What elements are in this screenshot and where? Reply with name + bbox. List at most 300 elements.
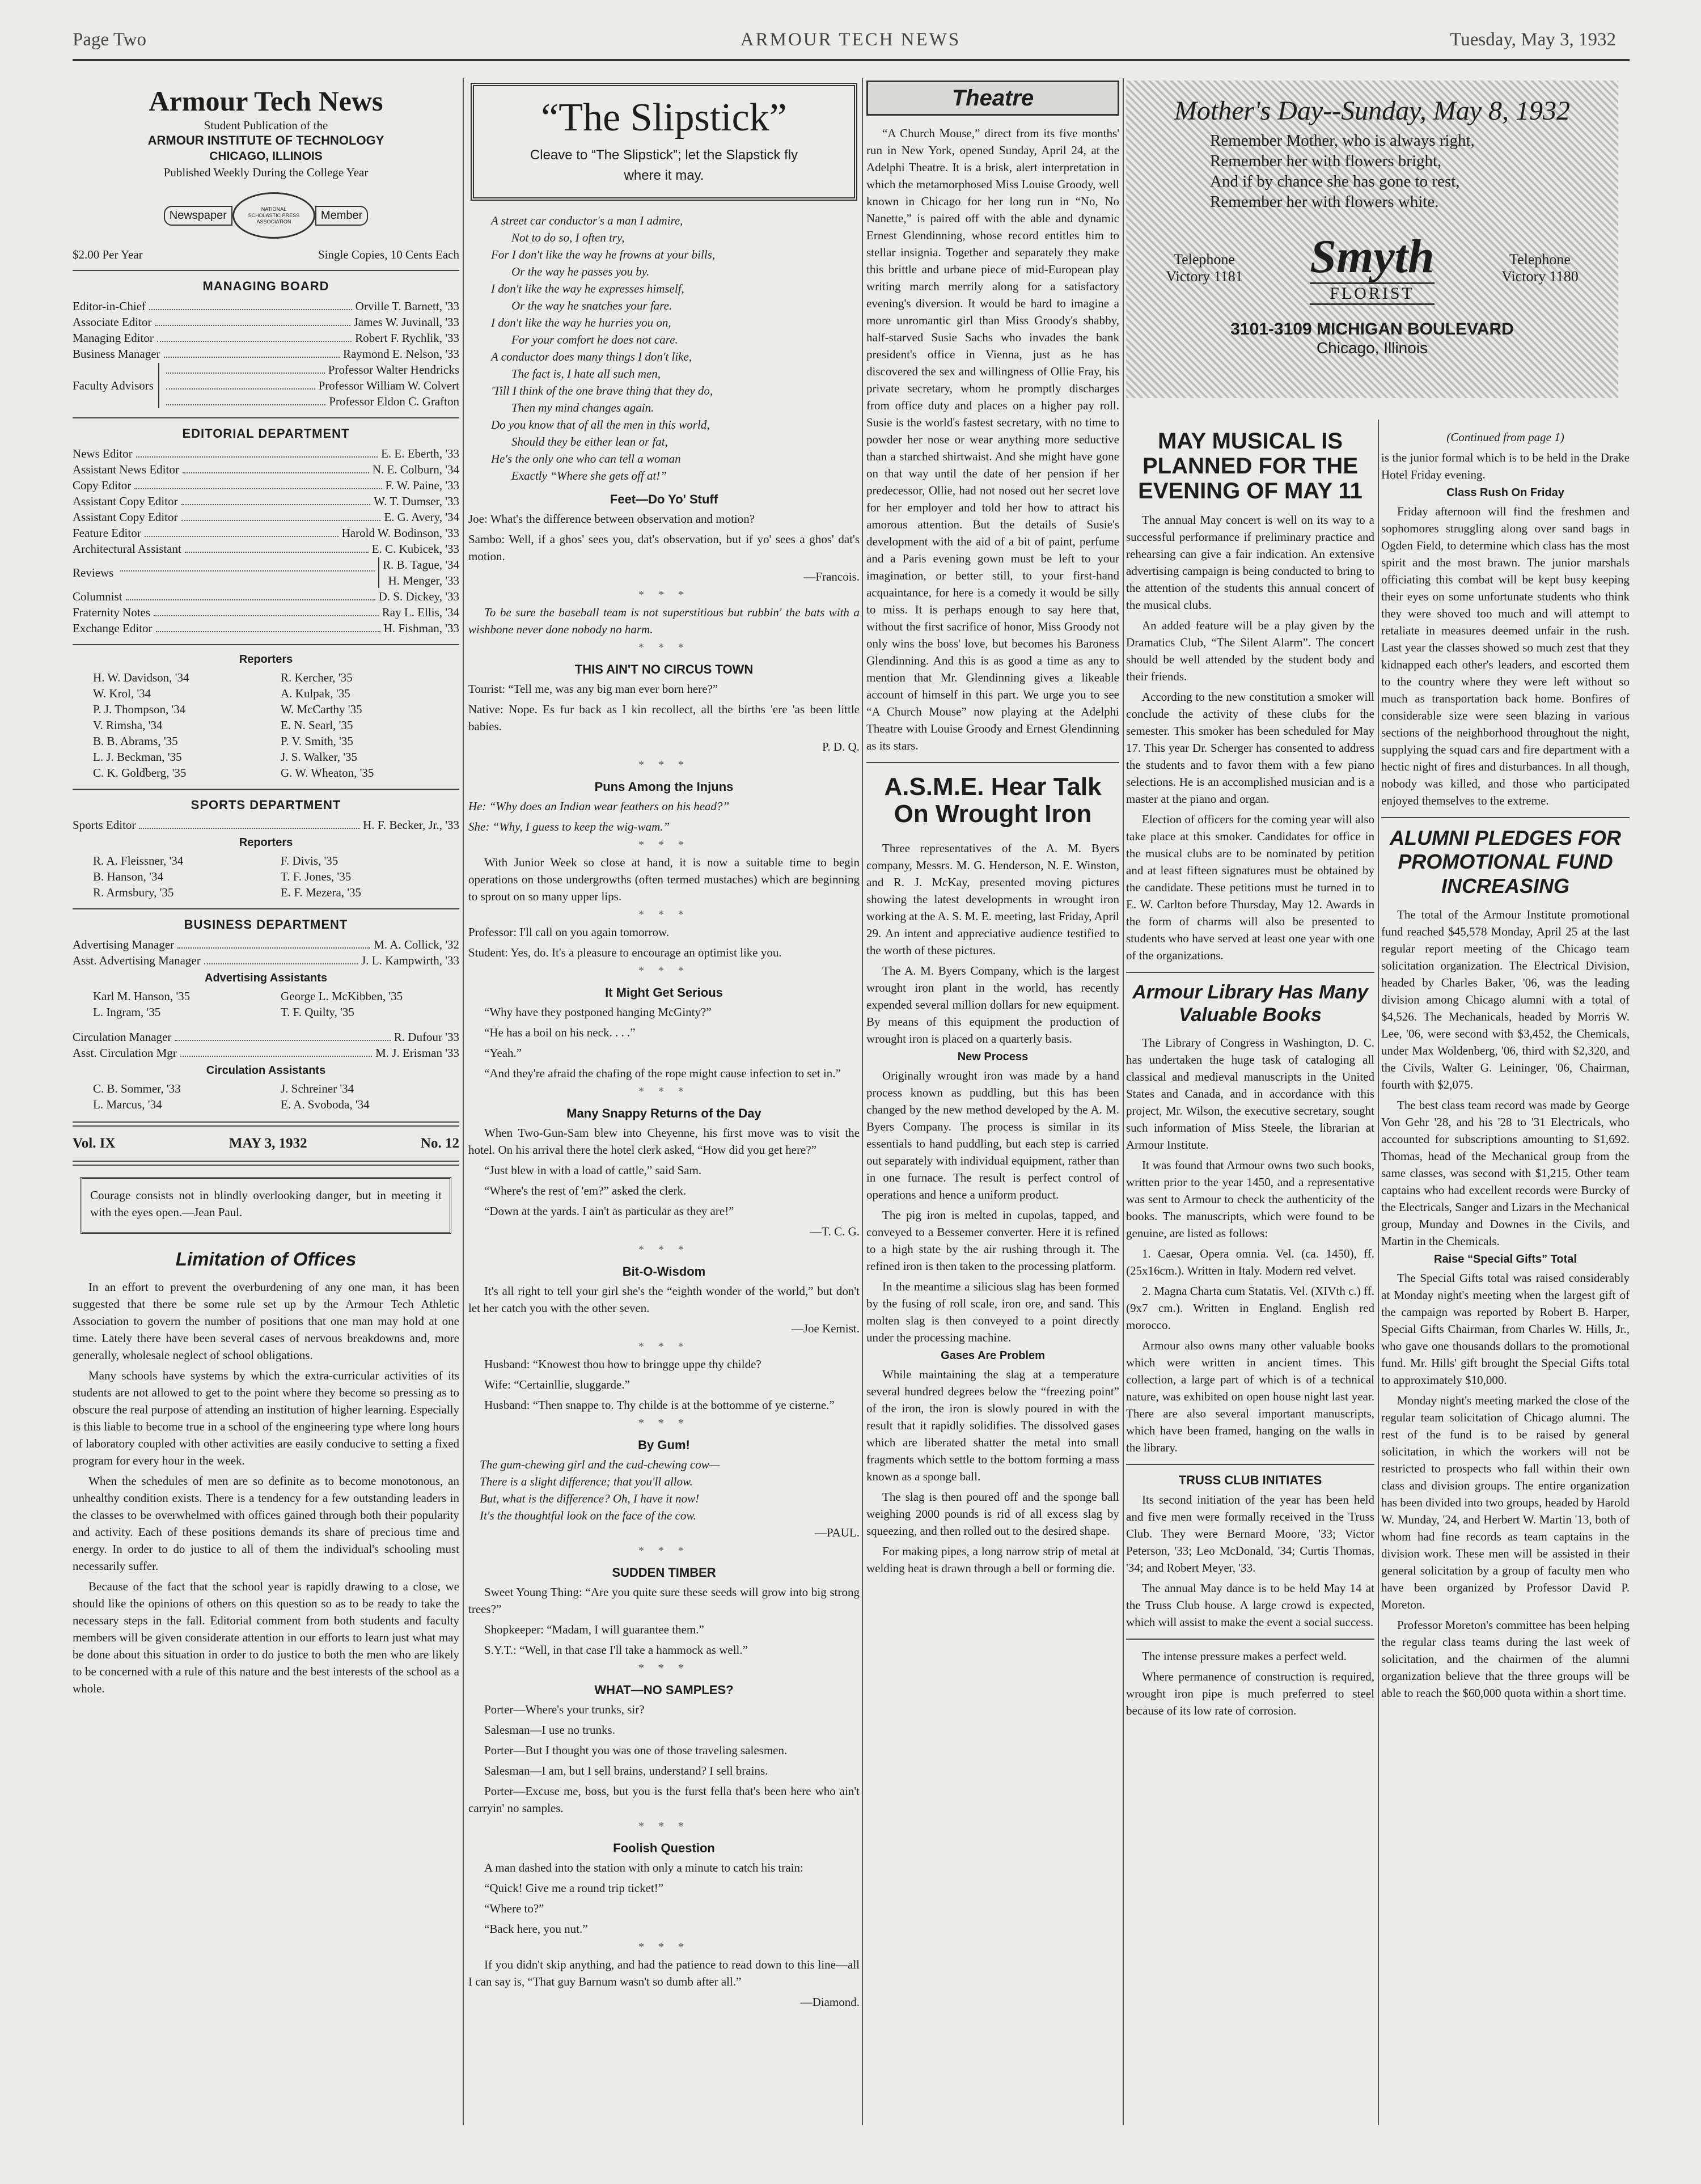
paragraph: The Special Gifts total was raised considerably at Monday night's meeting when the largest gift of the campaign was reported by Robert B. Harper, Special Gifts Chairman, from Charles W. Hills, Jr., who gave one thousands dollars to the promotional fund. Mr. Hills' gift brought the Special Gifts total to approximately $10,000. (1381, 1271, 1630, 1387)
dialogue-line: “Why have they postponed hanging McGinty?” (484, 1005, 712, 1019)
paragraph: Three representatives of the A. M. Byers company, Messrs. M. G. Henderson, N. E. Winston, and R. J. McKay, presented moving pictures showing the latest developments in wrought iron working at the A. S. M. E. meeting, last Friday, April 29. An intent and appreciative audience testified to the worth of these pictures. (866, 841, 1119, 957)
poem-line: There is a slight difference; that you'll allow. (480, 1475, 693, 1488)
dialogue-line: “Quick! Give me a round trip ticket!” (484, 1881, 664, 1895)
staff-name: Robert F. Rychlik, '33 (355, 331, 459, 345)
sports-list (73, 817, 459, 833)
poem-line: Or the way he snatches your fare. (511, 299, 672, 312)
ad-poem-line: Remember her with flowers bright, (1210, 152, 1442, 170)
ad-poem-line: Remember Mother, who is always right, (1210, 132, 1475, 150)
masthead-city: CHICAGO, ILLINOIS (209, 150, 323, 163)
staff-name: E. C. Kubicek, '33 (371, 542, 459, 556)
issue-date: Tuesday, May 3, 1932 (1450, 29, 1616, 50)
dialogue-line: “Down at the yards. I ain't as particular as they are!” (484, 1204, 734, 1218)
final-note: If you didn't skip anything, and had the patience to read down to this line—all I can say is, “That guy Barnum wasn't so dumb after all.” (468, 1958, 860, 1988)
slipstick-header-box (471, 83, 857, 201)
assistant-name: T. F. Quilty, '35 (281, 1005, 354, 1019)
reporter-name: F. Divis, '35 (281, 854, 338, 867)
reporter-name: R. Armsbury, '35 (93, 886, 174, 899)
feet-title: Feet—Do Yo' Stuff (610, 492, 718, 506)
dialogue-line: Salesman—I use no trunks. (484, 1723, 615, 1737)
poem-line: For your comfort he does not care. (511, 333, 678, 346)
library-article (1126, 1034, 1374, 1456)
truss-article (1126, 1491, 1374, 1631)
circus-title: THIS AIN'T NO CIRCUS TOWN (574, 662, 754, 676)
reviewer-name: R. B. Tague, '34 (383, 558, 459, 572)
poem-line: The fact is, I hate all such men, (511, 367, 661, 380)
divider-stars: * * * (638, 589, 689, 601)
price-year: $2.00 Per Year (73, 248, 143, 261)
paragraph: Where permanence of construction is required, wrought iron pipe is much preferred to steel because of its low rate of corrosion. (1126, 1670, 1374, 1718)
reporter-name: E. F. Mezera, '35 (281, 886, 362, 899)
leader-dots (156, 620, 380, 632)
staff-role: Assistant Copy Editor (73, 494, 178, 508)
paragraph: The annual May concert is well on its way to a successful performance if preliminary practice and rehearsing can give a fair indication. An extensive advertising campaign is being conducted to bring to the attention of the students this annual concert of the musical clubs. (1126, 513, 1374, 612)
column-rule (1378, 420, 1379, 2125)
masthead-row (73, 314, 459, 330)
new-process-title: New Process (957, 1050, 1029, 1063)
staff-name: E. E. Eberth, '33 (381, 447, 459, 460)
staff-role: Associate Editor (73, 315, 152, 329)
badge-seal-icon (232, 192, 315, 239)
dialogue-line: Student: Yes, do. It's a pleasure to encourage an optimist like you. (468, 946, 782, 959)
husband-joke (468, 1356, 860, 1413)
logo-word: FLORIST (1310, 282, 1434, 305)
dialogue-line: Tourist: “Tell me, was any big man ever born here?” (468, 682, 718, 696)
leader-dots (177, 937, 370, 949)
reporter-name: B. Hanson, '34 (93, 870, 163, 883)
dialogue-line: Husband: “Then snappe to. Thy childe is at the bottomme of ye cisterne.” (484, 1398, 835, 1412)
dialogue-line: Husband: “Knowest thou how to bringge uppe thy childe? (484, 1357, 761, 1371)
reporter-name: A. Kulpak, '35 (281, 687, 350, 700)
feet-sig: —Francois. (803, 570, 860, 583)
dialogue-line: She: “Why, I guess to keep the wig-wam.” (468, 820, 670, 833)
price-line (73, 248, 459, 262)
divider-stars: * * * (638, 1243, 689, 1256)
limitation-article (73, 1279, 459, 1697)
tel-number: Victory 1181 (1166, 268, 1243, 285)
samples-joke (468, 1701, 860, 1817)
staff-role: Exchange Editor (73, 621, 153, 635)
badge-seal-text: NATIONAL SCHOLASTIC PRESS ASSOCIATION (248, 206, 300, 225)
dialogue-line: “He has a boil on his neck. . . .” (484, 1026, 636, 1039)
paragraph: Armour also owns many other valuable books which were written in ancient times. This collection, a large part of which is of a technical nature, was exhibited on open house night last year. There are also several important manuscripts, which have been framed, hanging on the walls in the library. (1126, 1339, 1374, 1455)
limitation-headline: Limitation of Offices (175, 1248, 357, 1269)
staff-role: Business Manager (73, 347, 160, 361)
advisors-list (163, 362, 459, 409)
volume-rule (73, 1121, 459, 1127)
divider-stars: * * * (638, 1417, 689, 1429)
slipstick-motto: Cleave to “The Slipstick”; let the Slapstick fly where it may. (530, 147, 798, 183)
reviews-label: Reviews (73, 566, 114, 579)
paragraph: The pig iron is melted in cupolas, tapped, and conveyed to a Bessemer converter. Here it is refined to a high state by the air rushing through it. The refined iron is then taken to the processing platform. (866, 1208, 1119, 1273)
reporter-name: G. W. Wheaton, '35 (281, 766, 374, 780)
raise-text (1381, 1269, 1630, 1702)
dialogue-line: Salesman—I am, but I sell brains, understand? I sell brains. (484, 1764, 768, 1777)
dialogue-line: He: “Why does an Indian wear feathers on his head?” (468, 799, 730, 813)
adv-assistants-grid (73, 988, 459, 1020)
sports-reporters-title: Reporters (239, 836, 293, 849)
quote-box (81, 1177, 451, 1234)
professor-joke (468, 924, 860, 961)
florist-ad (1126, 81, 1618, 398)
reviewer-name: H. Menger, '33 (388, 574, 459, 587)
raise-title: Raise “Special Gifts” Total (1434, 1253, 1577, 1266)
assistant-name: J. Schreiner '34 (281, 1082, 354, 1095)
masthead-row (73, 509, 459, 525)
ad-address: 3101-3109 MICHIGAN BOULEVARD (1230, 320, 1514, 338)
paragraph: Originally wrought iron was made by a hand process known as puddling, but this has been changed by the new method developed by the A. M. Byers Company. The process is similar in its essentials to hand puddling, but each step is carried out separately with individual equipment, rather than in one furnace. The result is perfect control of operations and hence a uniform product. (866, 1068, 1119, 1201)
dialogue-line: Shopkeeper: “Madam, I will guarantee them.” (484, 1623, 704, 1636)
gum-title: By Gum! (638, 1438, 690, 1452)
reporter-name: L. J. Beckman, '35 (93, 750, 182, 764)
volume-number: Vol. IX (73, 1136, 116, 1151)
paragraph: An added feature will be a play given by the Dramatics Club, “The Silent Alarm”. The concert should be well attended by the student body and their friends. (1126, 619, 1374, 683)
staff-name: M. A. Collick, '32 (374, 938, 459, 951)
staff-role: Editor-in-Chief (73, 299, 146, 313)
staff-role: Sports Editor (73, 818, 136, 832)
poem-line: The gum-chewing girl and the cud-chewing cow— (480, 1458, 720, 1471)
advisor-name: Professor Eldon C. Grafton (329, 395, 459, 408)
leader-dots (185, 541, 369, 553)
dialogue-line: Native: Nope. Es fur back as I kin recollect, all the births 'ere 'as been little babies. (468, 702, 860, 733)
leader-dots (157, 330, 352, 342)
section-rule (73, 644, 459, 645)
paragraph: Its second initiation of the year has been held and five men were formally received in the Truss Club. They were Bernard Moore, '33; Victor Peterson, '33; Leo McDonald, '34; Curtis Thomas, '34; and Robert Meyer, '33. (1126, 1493, 1374, 1575)
snappy-joke (468, 1124, 860, 1220)
masthead-institute: ARMOUR INSTITUTE OF TECHNOLOGY (147, 133, 384, 147)
assistant-name: L. Ingram, '35 (93, 1005, 161, 1019)
serious-title: It Might Get Serious (605, 985, 723, 1000)
gases-text (866, 1366, 1119, 1577)
editorial-list (73, 446, 459, 557)
dialogue-line: Porter—But I thought you was one of those traveling salesmen. (484, 1743, 788, 1757)
editorial-list-2 (73, 589, 459, 636)
ad-headline: Mother's Day--Sunday, May 8, 1932 (1174, 96, 1571, 126)
junior-week-note: With Junior Week so close at hand, it is now a suitable time to begin operations on those undergrowths (often termed mustaches) which are beginning to sprout on so many upper lips. (468, 856, 860, 903)
advisors-brace (158, 363, 159, 408)
adv-assistants-title: Advertising Assistants (205, 972, 327, 984)
circus-sig: P. D. Q. (822, 740, 860, 754)
staff-name: Orville T. Barnett, '33 (355, 299, 459, 313)
staff-role: Asst. Advertising Manager (73, 954, 201, 967)
reporters-title: Reporters (239, 653, 293, 666)
leader-dots (181, 493, 371, 505)
badge-right: Member (315, 206, 368, 226)
column-rule (862, 78, 863, 2125)
leader-dots (139, 817, 359, 829)
samples-title: WHAT—NO SAMPLES? (594, 1683, 734, 1697)
badge-left: Newspaper (164, 206, 232, 226)
dialogue-line: Joe: What's the difference between observation and motion? (468, 512, 755, 526)
logo-script: Smyth (1310, 230, 1435, 283)
divider-stars: * * * (638, 1941, 689, 1953)
paragraph: Monday night's meeting marked the close of the regular team solicitation of Chicago alumni. The rest of the fund is to be raised by general solicitation, in which the workers will not be restricted to prospects who fall within their own class and division groups. The entire organization has been divided into two groups, headed by Harold W. Munday, '24, and Herbert W. Martin '13, both of whom had fine records as team captains in the division work. These men will be assisted in their general solicitation by a group of faculty men who have been organized by Professor David P. Moreton. (1381, 1394, 1630, 1612)
reviews-list (383, 557, 459, 589)
poem-line: But, what is the difference? Oh, I have it now! (480, 1492, 700, 1505)
staff-role: Architectural Assistant (73, 542, 181, 556)
paragraph: While maintaining the slag at a temperature several hundred degrees below the “freezing point” of the iron, the iron is slowly poured in with the result that it rapidly solidifies. The dissolved gases which are liberated shatter the metal into small fragments which settle to the bottom forming a mass known as a sponge ball. (866, 1367, 1119, 1483)
poem-line: Do you know that of all the men in this world, (491, 418, 710, 431)
alumni-column (1381, 429, 1630, 2125)
dialogue-line: “And they're afraid the chafing of the rope might cause infection to set in.” (484, 1066, 841, 1080)
circ-assistants-grid (73, 1081, 459, 1112)
musical-article (1126, 511, 1374, 964)
section-rule (1126, 972, 1374, 973)
divider-stars: * * * (638, 1340, 689, 1353)
masthead-row (73, 953, 459, 968)
quote-text: Courage consists not in blindly overlooking danger, but in meeting it with the eyes open.—Jean Paul. (90, 1188, 442, 1219)
new-process-text (866, 1067, 1119, 1346)
staff-role: Managing Editor (73, 331, 154, 345)
reporter-name: H. W. Davidson, '34 (93, 671, 189, 684)
sports-title: SPORTS DEPARTMENT (191, 798, 341, 812)
dialogue-line: Porter—Where's your trunks, sir? (484, 1703, 645, 1716)
staff-name: H. Fishman, '33 (383, 621, 459, 635)
paragraph: 2. Magna Charta cum Statatis. Vel. (XIVth c.) ff. (9x7 cm.). Written in England. English red morocco. (1126, 1284, 1374, 1332)
gum-sig: —PAUL. (814, 1526, 860, 1539)
dialogue-line: Sweet Young Thing: “Are you quite sure these seeds will grow into big strong trees?” (468, 1585, 860, 1616)
paragraph: The A. M. Byers Company, which is the largest wrought iron plant in the world, has recently expended several million dollars for new equipment. By means of this equipment the production of wrought iron is placed on a quarterly basis. (866, 963, 1119, 1046)
reporter-name: E. N. Searl, '35 (281, 718, 353, 732)
alumni-article (1381, 906, 1630, 1250)
managing-board-list (73, 298, 459, 362)
divider-stars: * * * (638, 839, 689, 851)
ad-phone-right (1478, 251, 1602, 285)
divider-stars: * * * (638, 1820, 689, 1832)
reporter-name: W. McCarthy '35 (281, 702, 362, 716)
business-title: BUSINESS DEPARTMENT (184, 917, 348, 932)
ad-poem-line: And if by chance she has gone to rest, (1210, 172, 1460, 191)
section-rule (73, 908, 459, 909)
ad-phone-left (1142, 251, 1267, 285)
asme-article (866, 840, 1119, 1047)
volume-rule (73, 1161, 459, 1166)
theatre-title: Theatre (951, 86, 1034, 111)
poem-line: Should they be either lean or fat, (511, 435, 668, 448)
reviews-brace (378, 557, 379, 588)
paragraph: Professor Moreton's committee has been helping the regular class teams during the last week of solicitation, and the chairmen of the alumni organization believe that the three groups will be able to reach the $60,000 quota within a short time. (1381, 1618, 1630, 1700)
assistant-name: L. Marcus, '34 (93, 1098, 162, 1111)
dialogue-line: “Back here, you nut.” (484, 1922, 588, 1936)
theatre-column (866, 78, 1119, 2125)
section-rule (73, 789, 459, 790)
divider-stars: * * * (638, 1085, 689, 1098)
staff-name: F. W. Paine, '33 (385, 479, 459, 492)
masthead-row (73, 589, 459, 604)
final-sig: —Diamond. (800, 1995, 860, 2009)
masthead-row (73, 446, 459, 462)
reporter-name: B. B. Abrams, '35 (93, 734, 178, 748)
paragraph: “A Church Mouse,” direct from its five months' run in New York, opened Sunday, April 24, at the Adelphi Theatre. It is a brisk, alert interpretation in which the metamorphosed Miss Louise Groody, well known in Chicago for her long run in “No, No Nanette,” is paired off with the able and dynamic Ernest Glendinning, whose record entitles him to stellar insignia. Together and separately they make this brittle and urbane piece of mid-European play writing march merrily along for a satisfactory evening's diversion. It would be hard to imagine a more unromantic girl than Miss Groody's shabby, half-starved Susie Sachs who invades the bank president's office in Vienna, just as he has discovered the sex and willingness of Ollie Fray, his private secretary, whom he promptly discharges from office duty and places on a higher pay roll. Susie is the world's fastest secretary, with no time to powder her nose or wear anything more seductive than a starched shirtwaist. And she might have gone on that way until the date of her pension if her predecessor, Ollie, had not nosed out her secret love for her employer and told her how to attract his amorous attention. But the details of Susie's development with the aid of a bit of paint, perfume and a Paris evening gown must be left to your imagination, or better still, to your first-hand acquaintance, for here is a comedy it would be silly to miss. It is perhaps enough to say here that, without the first sacrifice of honor, Miss Groody not only wins the boss' love, but becomes his Baroness Glendinning. And this is as good a time as any to mention that Mr. Glendinning gives a likeable account of himself in this part. We urge you to see “A Church Mouse” now playing at the Adelphi Theatre with Louise Groody and Ernest Glendinning as its stars. (866, 126, 1119, 752)
advisor-name: Professor William W. Colvert (318, 379, 459, 392)
poem-line: I don't like the way he hurries you on, (491, 316, 671, 329)
musical-column (1126, 429, 1374, 2125)
staff-role: Advertising Manager (73, 938, 175, 951)
rush-title: Class Rush On Friday (1446, 486, 1564, 499)
staff-name: W. T. Dumser, '33 (374, 494, 459, 508)
masthead-line: Student Publication of the (204, 118, 328, 132)
divider-stars: * * * (638, 759, 689, 771)
leader-dots (183, 462, 369, 473)
staff-name: Raymond E. Nelson, '33 (342, 347, 459, 361)
dialogue-line: Wife: “Certainllie, sluggarde.” (484, 1378, 630, 1391)
staff-name: Ray L. Ellis, '34 (382, 606, 459, 619)
poem-line: Then my mind changes again. (511, 401, 654, 414)
rush-text: Friday afternoon will find the freshmen and sophomores struggling along over sand bags in Ogden Field, to determine which class has the most spirit and the most brawn. The junior marshals officiating this combat will be kept busy keeping their eyes on some unfortunate students who think they were shoved too much and will attempt to retaliate in measures deemed unfair in the rush. Last year the classes showed so much zest that they kidnapped each other's leaders, and escorted them to the country where they were left without so much as transportation back home. Bonfires of considerable size were seen blazing in various sections of the neighborhood throughout the night, supplying the squad cars and fire department with a hectic night of fires and disturbances. In all though, nobody was killed, and those who participated enjoyed themselves to the extreme. (1381, 505, 1630, 807)
section-rule (1381, 817, 1630, 818)
price-single: Single Copies, 10 Cents Each (318, 248, 459, 261)
masthead-row (73, 477, 459, 493)
ad-poem (1142, 130, 1602, 212)
section-rule (73, 417, 459, 418)
paragraph: It was found that Armour owns two such books, written prior to the year 1450, and a representative was sent to Armour to check the authenticity of the books. The manuscripts, which were found to be genuine, are listed as follows: (1126, 1158, 1374, 1241)
divider-stars: * * * (638, 964, 689, 977)
musical-headline: MAY MUSICAL IS PLANNED FOR THE EVENING OF MAY 11 (1138, 429, 1363, 503)
masthead-row (73, 620, 459, 636)
section-rule (1126, 1464, 1374, 1465)
paragraph: The Library of Congress in Washington, D. C. has undertaken the huge task of cataloging all classical and medieval manuscripts in the United States and Canada, and in accordance with this project, Mr. Wilson, the executive secretary, sought such information of Miss Steele, the librarian at Armour Institute. (1126, 1036, 1374, 1152)
masthead-row (73, 937, 459, 953)
truss-headline: TRUSS CLUB INITIATES (1178, 1473, 1322, 1488)
masthead-row (73, 525, 459, 541)
dialogue-line: When Two-Gun-Sam blew into Cheyenne, his first move was to visit the hotel. On his arrival there the hotel clerk asked, “How did you get here?” (468, 1126, 860, 1157)
staff-role: Circulation Manager (73, 1030, 172, 1044)
dialogue-line: A man dashed into the station with only a minute to catch his train: (484, 1861, 803, 1874)
reporter-name: P. V. Smith, '35 (281, 734, 353, 748)
masthead-column (73, 78, 459, 2125)
leader-dots (145, 525, 338, 537)
volume-date: MAY 3, 1932 (229, 1136, 307, 1151)
staff-name: N. E. Colburn, '34 (372, 463, 459, 476)
divider-stars: * * * (638, 641, 689, 654)
staff-name: M. J. Erisman '33 (375, 1046, 459, 1060)
ad-city: Chicago, Illinois (1316, 339, 1428, 357)
staff-name: D. S. Dickey, '33 (378, 590, 459, 603)
bit-title: Bit-O-Wisdom (622, 1264, 706, 1279)
dialogue-line: “Just blew in with a load of cattle,” said Sam. (484, 1163, 702, 1177)
leader-dots (149, 298, 352, 310)
continued-intro: is the junior formal which is to be held in the Drake Hotel Friday evening. (1381, 451, 1630, 481)
reporter-name: C. K. Goldberg, '35 (93, 766, 187, 780)
business-list (73, 937, 459, 968)
staff-name: E. G. Avery, '34 (384, 510, 459, 524)
reporter-name: W. Krol, '34 (93, 687, 151, 700)
reporter-name: T. F. Jones, '35 (281, 870, 352, 883)
staff-role: News Editor (73, 447, 133, 460)
masthead-row (73, 298, 459, 314)
staff-role: Copy Editor (73, 479, 132, 492)
divider-stars: * * * (638, 1544, 689, 1557)
leader-dots (126, 589, 375, 600)
puns-joke (468, 798, 860, 835)
paragraph: According to the new constitution a smoker will conclude the activity of these clubs for the semester. This smoker has been scheduled for May 17. This year Dr. Scherger has consented to address the students and to favor them with a few piano selections. He is an accomplished musician and is a master at the piano and organ. (1126, 690, 1374, 806)
leader-dots (204, 953, 358, 964)
masthead-row (73, 330, 459, 346)
leader-dots (164, 346, 340, 358)
divider-stars: * * * (638, 908, 689, 921)
slipstick-title: “The Slipstick” (541, 96, 787, 139)
sports-reporters-grid (73, 853, 459, 900)
masthead-row (73, 1045, 459, 1061)
leader-dots (181, 509, 381, 521)
dialogue-line: “Yeah.” (484, 1046, 522, 1060)
circus-joke (468, 680, 860, 735)
continued-label: (Continued from page 1) (1446, 430, 1564, 444)
section-rule (73, 270, 459, 271)
circulation-list (73, 1029, 459, 1061)
paragraph: Because of the fact that the school year is rapidly drawing to a close, we should like the opinions of others on this question so as to be ready to take the necessary steps in the fall. Editorial comment from both students and faculty members will be given considerate attention in our efforts to learn just what may be done about this situation in order to do justice to both the men who are likely to be concerned with a rule of this nature and the best interests of the school as a whole. (73, 1579, 459, 1695)
section-rule (1126, 1639, 1374, 1640)
reporter-name: R. A. Fleissner, '34 (93, 854, 184, 867)
paragraph: In the meantime a silicious slag has been formed by the fusing of roll scale, iron ore, and sand. This molten slag is then conveyed to a point directly under the processing machine. (866, 1279, 1119, 1344)
masthead-row (73, 462, 459, 477)
staff-role: Asst. Circulation Mgr (73, 1046, 177, 1060)
paragraph: The best class team record was made by George Von Gehr '28, and his '28 to '31 Electricals, who accounted for subscriptions amounting to $1,692. Thomas, head of the Mechanical group from the same classes, was second with $1,215. Other team captains who had excellent records were Burcky of the Electricals, Sanger and Lizars in the Mechanical group, Munday and Downes in the Civils, and Martin in the Chemicals. (1381, 1098, 1630, 1248)
masthead-row (73, 1029, 459, 1045)
wrought-iron-continued (1126, 1648, 1374, 1719)
library-headline: Armour Library Has Many Valuable Books (1132, 981, 1368, 1026)
reporter-name: J. S. Walker, '35 (281, 750, 358, 764)
slipstick-column (468, 78, 860, 2125)
leader-dots (180, 1045, 372, 1057)
bit-sig: —Joe Kemist. (791, 1322, 860, 1335)
theatre-article (866, 125, 1119, 754)
dialogue-line: “Where to?” (484, 1902, 544, 1915)
paragraph: When the schedules of men are so definite as to become monotonous, an unhealthy condition exists. There is a tendency for a few outstanding leaders in the classes to be overwhelmed with offices gained through both their popularity and activity. Each of these positions demands its share of precious time and energy. In order to do justice to all of them the individual's schooling must necessarily suffer. (73, 1474, 459, 1573)
poem-line: It's the thoughtful look on the face of the cow. (480, 1509, 697, 1522)
paragraph: The total of the Armour Institute promotional fund reached $45,578 Monday, April 25 at the last regular report meeting of the Chicago team solicitation organization. The Electrical Division, headed by Charles Baker, '06, was the leading division among Chicago alumni with a total of $4,526. The Mechanicals, headed by Morris W. Lee, '06, were second with $3,452, the Chemicals, under Max Woldenberg, '06, third with $2,320, and the Civils, Walter G. Leininger, '06, Chairman, fourth with $2,075. (1381, 908, 1630, 1092)
tel-number: Victory 1180 (1501, 268, 1579, 285)
leader-dots (136, 446, 378, 458)
editorial-title: EDITORIAL DEPARTMENT (182, 426, 350, 441)
staff-role: Columnist (73, 590, 122, 603)
poem-line: Not to do so, I often try, (511, 231, 625, 244)
gases-title: Gases Are Problem (941, 1349, 1045, 1362)
assistant-name: E. A. Svoboda, '34 (281, 1098, 370, 1111)
staff-name: J. L. Kampwirth, '33 (361, 954, 459, 967)
masthead-published: Published Weekly During the College Year (163, 166, 369, 179)
reporter-name: R. Kercher, '35 (281, 671, 353, 684)
snappy-sig: —T. C. G. (810, 1225, 860, 1238)
masthead-row (73, 817, 459, 833)
tel-label: Telephone (1174, 251, 1235, 268)
masthead-row (73, 493, 459, 509)
volume-line (73, 1136, 459, 1152)
reporter-name: P. J. Thompson, '34 (93, 702, 186, 716)
dialogue-line: Sambo: Well, if a ghos' sees you, dat's observation, but if yo' sees a ghos' dat's motion. (468, 532, 860, 563)
masthead-title: Armour Tech News (149, 85, 383, 117)
dialogue-line: Professor: I'll call on you again tomorrow. (468, 925, 670, 939)
dialogue-line: “Where's the rest of 'em?” asked the clerk. (484, 1184, 687, 1197)
issue-number: No. 12 (420, 1136, 459, 1151)
page-label: Page Two (73, 29, 146, 50)
timber-joke (468, 1584, 860, 1658)
assistant-name: C. B. Sommer, '33 (93, 1082, 181, 1095)
reviews-block (73, 557, 459, 589)
feet-joke (468, 510, 860, 565)
column-rule (1123, 78, 1124, 2125)
advisor-name: Professor Walter Hendricks (328, 363, 459, 376)
section-rule (866, 762, 1119, 763)
paragraph: The intense pressure makes a perfect weld. (1142, 1649, 1347, 1664)
leader-dots (134, 477, 382, 489)
paragraph: Many schools have systems by which the extra-curricular activities of its students are not allowed to get to the point where they become so pressing as to obscure the real purpose of attending an institution of higher learning. Especially is this liable to become true in a school of the engineering type where long hours of laboratory coupled with other activities are easily conducive to setting a fixed program for every hour in the week. (73, 1368, 459, 1467)
foolish-joke (468, 1859, 860, 1937)
asme-headline: A.S.M.E. Hear Talk On Wrought Iron (884, 773, 1102, 828)
advisors-label: Faculty Advisors (73, 379, 154, 392)
masthead (73, 84, 459, 262)
masthead-row (73, 346, 459, 362)
